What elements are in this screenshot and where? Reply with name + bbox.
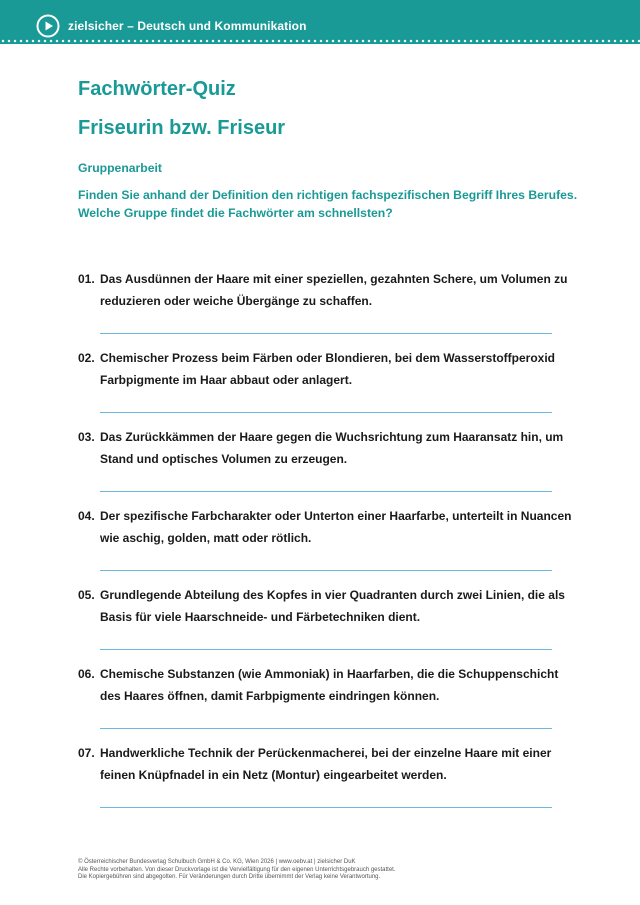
answer-line[interactable]: [100, 412, 552, 413]
question-text: Handwerkliche Technik der Perückenmacherei, bei der einzelne Haare mit einer feinen Knüpfnadel in ein Netz (Montur) eingearbeitet werden.: [100, 746, 552, 782]
answer-line[interactable]: [100, 491, 552, 492]
question-number: 04.: [78, 509, 95, 523]
question-number: 05.: [78, 588, 95, 602]
footer-rights: Alle Rechte vorbehalten. Von dieser Druckvorlage ist die Vervielfältigung für den eigenen Unterrichtsgebrauch gestattet.: [78, 866, 396, 873]
question-text: Der spezifische Farbcharakter oder Unterton einer Haarfarbe, unterteilt in Nuancen wie aschig, golden, matt oder rötlich.: [100, 509, 572, 545]
question-text: Chemische Substanzen (wie Ammoniak) in Haarfarben, die die Schuppenschicht des Haares öffnen, damit Farbpigmente eindringen können.: [100, 667, 559, 703]
question-number: 03.: [78, 430, 95, 444]
footer: [78, 859, 598, 882]
answer-line[interactable]: [100, 649, 552, 650]
question-number: 02.: [78, 351, 95, 365]
question-number: 06.: [78, 667, 95, 681]
question-number: 07.: [78, 746, 95, 760]
footer-fees: Die Kopiergebühren sind abgegolten. Für Veränderungen durch Dritte übernimmt der Verlag keine Verantwortung.: [78, 874, 381, 880]
page-subtitle: Friseurin bzw. Friseur: [78, 117, 286, 139]
footer-copyright: © Österreichischer Bundesverlag Schulbuch GmbH & Co. KG, Wien 2026 | www.oebv.at | zielsicher DuK: [78, 859, 356, 865]
question-text: Grundlegende Abteilung des Kopfes in vier Quadranten durch zwei Linien, die als Basis für viele Haarschneide- und Färbetechniken dient.: [100, 588, 565, 624]
section-label: Gruppenarbeit: [78, 161, 162, 175]
answer-line[interactable]: [100, 333, 552, 334]
dotted-border: [0, 38, 640, 48]
play-circle-icon: [36, 14, 60, 38]
answer-line[interactable]: [100, 807, 552, 808]
question-text: Chemischer Prozess beim Färben oder Blondieren, bei dem Wasserstoffperoxid Farbpigmente im Haar abbaut oder anlagert.: [100, 351, 556, 387]
question-number: 01.: [78, 272, 95, 286]
question-text: Das Zurückkämmen der Haare gegen die Wuchsrichtung zum Haaransatz hin, um Stand und optisches Volumen zu erzeugen.: [100, 430, 564, 466]
instructions: Finden Sie anhand der Definition den richtigen fachspezifischen Begriff Ihres Berufes. Welche Gruppe findet die Fachwörter am schnellsten?: [78, 188, 578, 220]
answer-line[interactable]: [100, 570, 552, 571]
brand-name: zielsicher – Deutsch und Kommunikation: [68, 19, 307, 33]
question-text: Das Ausdünnen der Haare mit einer speziellen, gezahnten Schere, um Volumen zu reduzieren oder weiche Übergänge zu schaffen.: [100, 272, 568, 308]
page-title: Fachwörter-Quiz: [78, 78, 236, 100]
answer-line[interactable]: [100, 728, 552, 729]
